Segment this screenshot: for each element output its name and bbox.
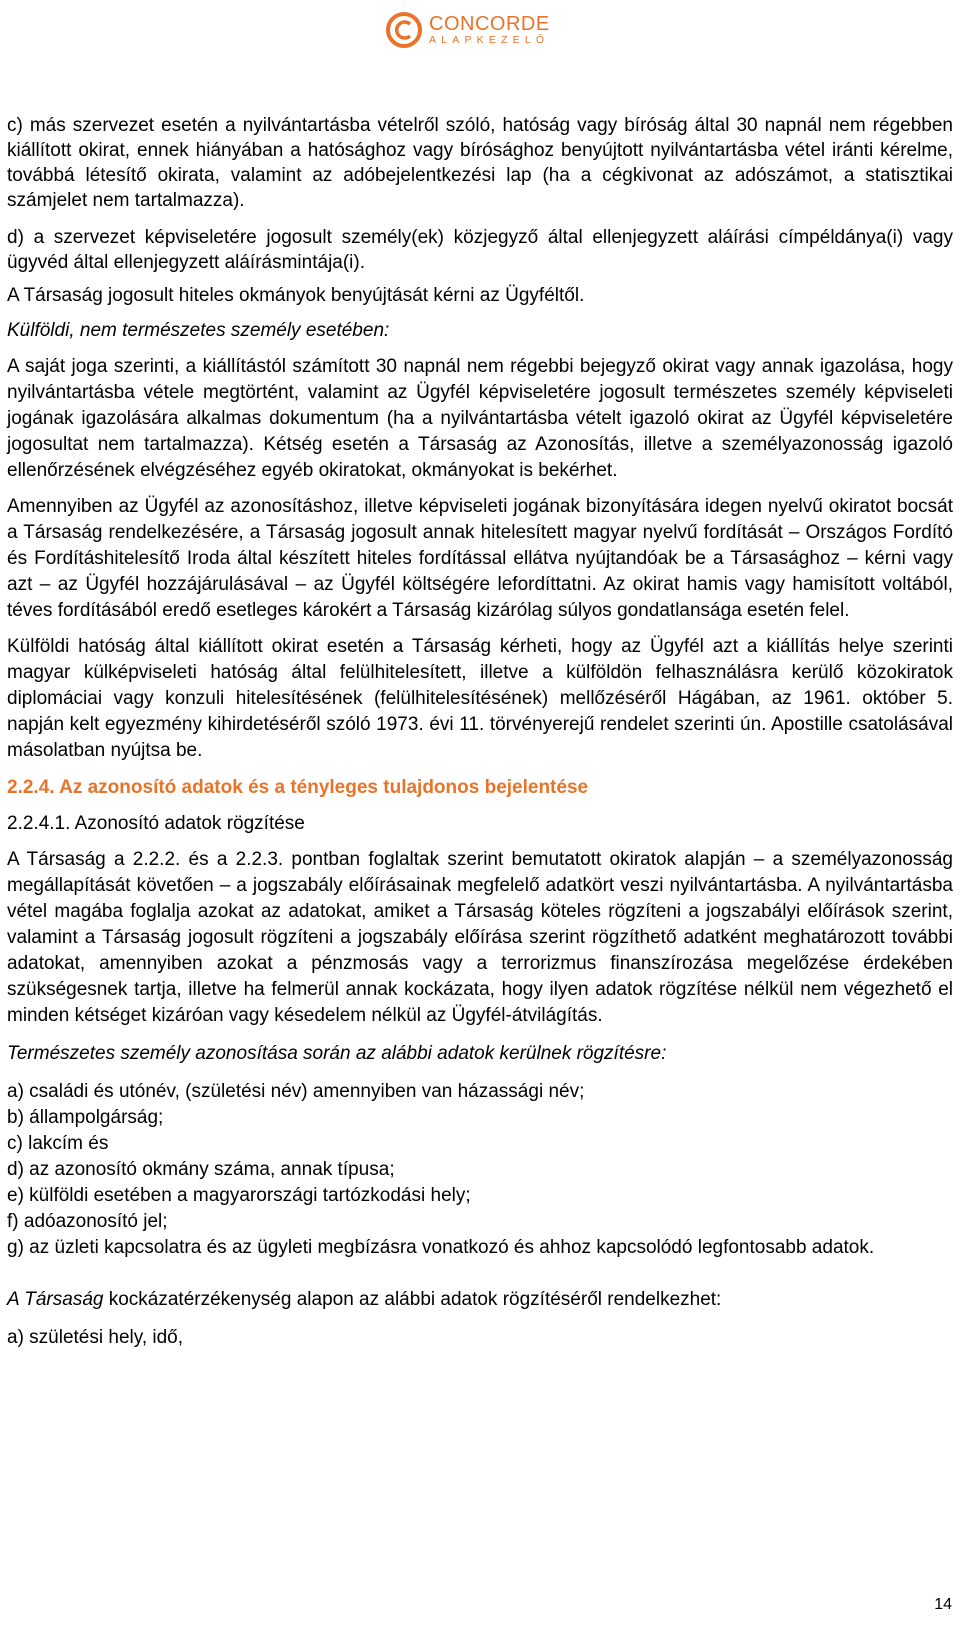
list-item: f) adóazonosító jel; bbox=[7, 1211, 168, 1232]
paragraph-foreign-entity: A saját joga szerinti, a kiállítástól számított 30 napnál nem régebbi bejegyző okirat vagy annak igazolása, hogy nyilvántartásba vétele megtörtént, valamint az Ügyfél képviseletére jogosult természetes személy képviseleti jogának igazolására alkalmas dokumentum (ha a nyilvántartásba vételt igazoló okirat az Ügyfél képviseletére jogosultat nem tartalmazza). Kétség esetén a Társaság az Azonosítás, illetve a személyazonosság igazoló ellenőrzésének elvégzéséhez egyéb okiratokat, okmányokat is bekérhet. bbox=[7, 356, 953, 481]
paragraph-natural-person: Természetes személy azonosítása során az alábbi adatok kerülnek rögzítésre: bbox=[7, 1043, 667, 1064]
company-name-italic: A Társaság bbox=[7, 1289, 104, 1310]
data-list bbox=[7, 1079, 953, 1261]
paragraph-registration: A Társaság a 2.2.2. és a 2.2.3. pontban foglaltak szerint bemutatott okiratok alapján – a személyazonosság megállapítását követően – a jogszabály előírásainak megfelelő adatkört veszi nyilvántartásba. A nyilvántartásba vétel magába foglalja azokat az adatokat, amiket a Társaság köteles rögzíteni a jogszabályi előírások szerint, valamint a Társaság jogosult rögzíteni a jogszabály előírása szerint rögzíthető adatként meghatározott további adatokat, amennyiben azokat a pénzmosás vagy a terrorizmus finanszírozása megelőzése érdekében szükségesnek tartja, illetve ha felmerül annak kockázata, hogy ilyen adatok rögzítése nélkül nem végezhető el minden kétséget kizáróan vagy késedelem nélkül az Ügyfél-átvilágítás. bbox=[7, 849, 953, 1026]
paragraph-risk-based bbox=[7, 1287, 953, 1313]
paragraph-apostille: Külföldi hatóság által kiállított okirat esetén a Társaság kérheti, hogy az Ügyfél azt a kiállítás helye szerinti magyar külképviseleti hatóság által felülhitelesített, illetve a külföldön felhasználásra kerülő közokiratok diplomáciai vagy konzuli hitelesítésének (felülhitelesítésének) mellőzéséről Hágában, az 1961. október 5. napján kelt egyezmény kihirdetéséről szóló 1973. évi 11. törvényerejű rendelet szerinti ún. Apostille csatolásával másolatban nyújtsa be. bbox=[7, 636, 953, 761]
company-logo bbox=[385, 10, 550, 50]
subsection-heading: 2.2.4.1. Azonosító adatok rögzítése bbox=[7, 813, 305, 834]
list-item-birth: a) születési hely, idő, bbox=[7, 1327, 184, 1348]
list-item: c) lakcím és bbox=[7, 1133, 109, 1154]
concorde-logo-icon bbox=[385, 11, 423, 49]
paragraph-documents: A Társaság jogosult hiteles okmányok benyújtását kérni az Ügyféltől. bbox=[7, 285, 585, 306]
logo-subtitle: ALAPKEZELŐ bbox=[429, 34, 550, 47]
list-item: g) az üzleti kapcsolatra és az ügyleti megbízásra vonatkozó és ahhoz kapcsolódó legfontosabb adatok. bbox=[7, 1237, 875, 1258]
paragraph-risk-based-text: kockázatérzékenység alapon az alábbi adatok rögzítéséről rendelkezhet: bbox=[103, 1289, 722, 1310]
logo-name: CONCORDE bbox=[429, 13, 550, 36]
section-heading: 2.2.4. Az azonosító adatok és a tényleges tulajdonos bejelentése bbox=[7, 777, 589, 798]
paragraph-d: d) a szervezet képviseletére jogosult személy(ek) közjegyző által ellenjegyzett aláírási címpéldánya(i) vagy ügyvéd által ellenjegyzett aláírásmintája(i). bbox=[7, 227, 953, 273]
list-item: b) állampolgárság; bbox=[7, 1107, 164, 1128]
list-item: a) családi és utónév, (születési név) amennyiben van házassági név; bbox=[7, 1081, 585, 1102]
document-body bbox=[7, 113, 953, 1351]
list-item: d) az azonosító okmány száma, annak típusa; bbox=[7, 1159, 395, 1180]
paragraph-foreign-heading: Külföldi, nem természetes személy esetében: bbox=[7, 320, 390, 341]
paragraph-translation: Amennyiben az Ügyfél az azonosításhoz, illetve képviseleti jogának bizonyítására idegen nyelvű okiratot bocsát a Társaság rendelkezésére, a Társaság jogosult annak hitelesített magyar nyelvű fordítását – Országos Fordító és Fordításhitelesítő Iroda által készített hiteles fordítással ellátva nyújtandóak be a Társasághoz – kérni vagy azt – az Ügyfél hozzájárulásával – az Ügyfél költségére lefordíttatni. Az okirat hamis vagy hamisított voltából, téves fordításából eredő esetleges károkért a Társaság kizárólag súlyos gondatlansága esetén felel. bbox=[7, 496, 953, 621]
paragraph-c: c) más szervezet esetén a nyilvántartásba vételről szóló, hatóság vagy bíróság által 30 napnál nem régebben kiállított okirat, ennek hiányában a hatósághoz vagy bírósághoz benyújtott nyilvántartásba vétel iránti kérelme, továbbá létesítő okirata, valamint az adóbejelentkezési lap (ha a cégkivonat az adószámot, a statisztikai számjelet nem tartalmazza). bbox=[7, 115, 953, 211]
list-item: e) külföldi esetében a magyarországi tartózkodási hely; bbox=[7, 1185, 471, 1206]
page-number: 14 bbox=[934, 1596, 952, 1613]
